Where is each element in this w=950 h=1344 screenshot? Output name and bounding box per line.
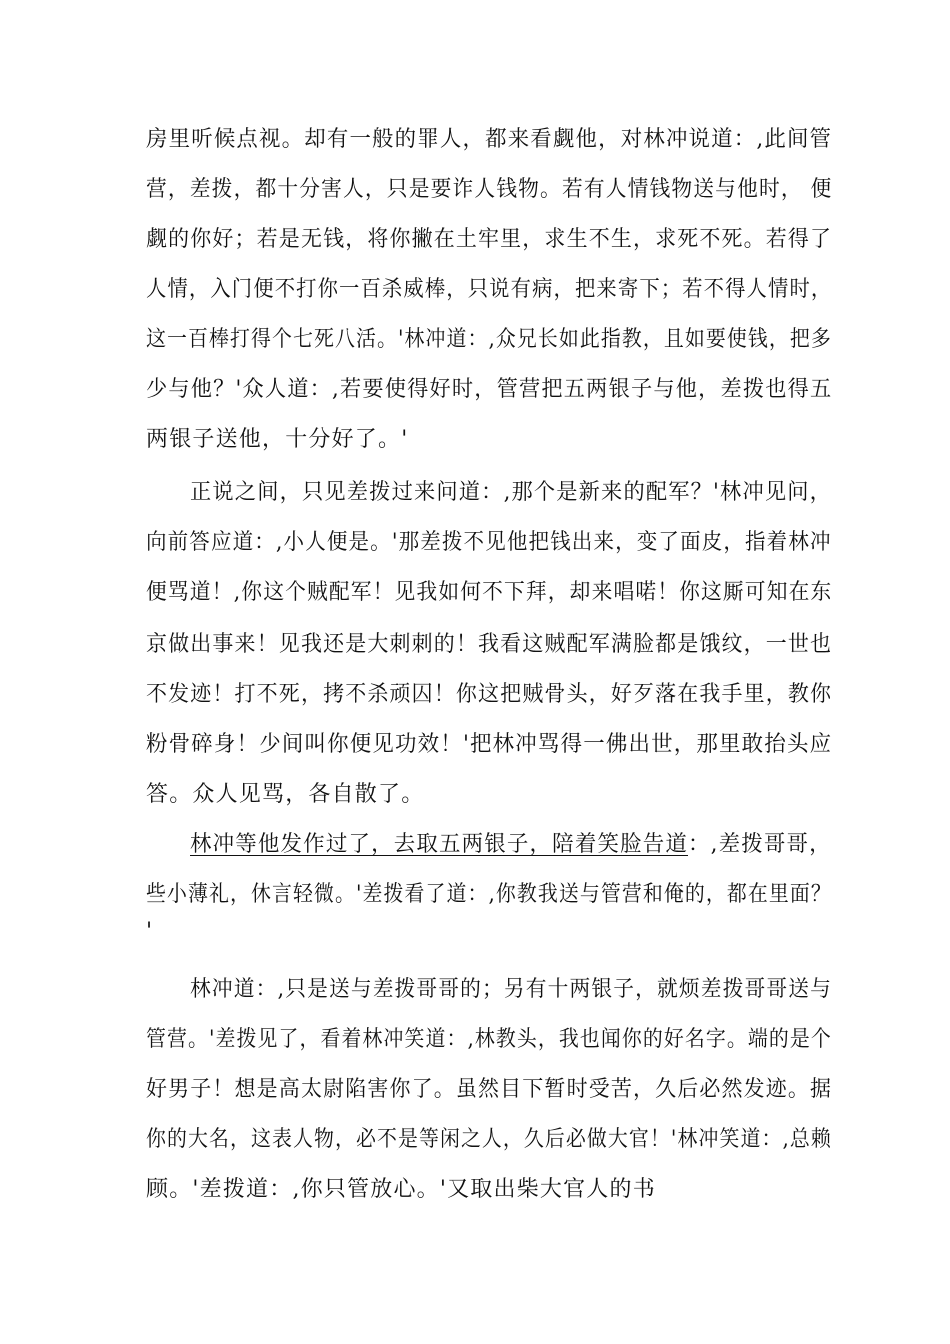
line-continuation: ：,差拨哥哥， [688, 832, 832, 857]
text-line: 房里听候点视。却有一般的罪人，都来看觑他，对林冲说道：,此间管 [146, 127, 833, 152]
text-line: 管营。'差拨见了，看着林冲笑道：,林教头，我也闻你的好名字。端的是个 [146, 1027, 832, 1052]
text-line: 人情，入门便不打你一百杀威棒，只说有病，把来寄下；若不得人情时， [146, 277, 833, 302]
underlined-passage: 林冲等他发作过了，去取五两银子，陪着笑脸告道 [190, 832, 689, 857]
text-line: 好男子！想是高太尉陷害你了。虽然目下暂时受苦，久后必然发迹。据 [146, 1077, 833, 1102]
text-line: 你的大名，这表人物，必不是等闲之人，久后必做大官！'林冲笑道：,总赖 [146, 1127, 832, 1152]
text-line: 便骂道！,你这个贼配军！见我如何不下拜，却来唱喏！你这厮可知在东 [146, 580, 833, 605]
text-line: 营，差拨，都十分害人，只是要诈人钱物。若有人情钱物送与他时， 便 [146, 177, 833, 202]
text-line: 向前答应道：,小人便是。'那差拨不见他把钱出来，变了面皮，指着林冲 [146, 530, 832, 555]
text-line: 京做出事来！见我还是大刺刺的！我看这贼配军满脸都是饿纹，一世也 [146, 632, 833, 657]
text-line: 两银子送他，十分好了。' [146, 427, 409, 452]
text-line: ' [146, 919, 154, 944]
paragraph-start-line: 正说之间，只见差拨过来问道：,那个是新来的配军？'林冲见问， [190, 480, 833, 505]
paragraph-start-line [190, 830, 832, 860]
text-line: 觑的你好；若是无钱，将你撇在土牢里，求生不生，求死不死。若得了 [146, 227, 833, 252]
text-line: 少与他？'众人道：,若要使得好时，管营把五两银子与他，差拨也得五 [146, 377, 833, 402]
text-line: 些小薄礼，休言轻微。'差拨看了道：,你教我送与管营和俺的，都在里面？ [146, 882, 832, 907]
text-line: 粉骨碎身！少间叫你便见功效！'把林冲骂得一佛出世，那里敢抬头应 [146, 732, 833, 757]
text-line: 这一百棒打得个七死八活。'林冲道：,众兄长如此指教，且如要使钱，把多 [146, 327, 832, 352]
text-line: 顾。'差拨道：,你只管放心。'又取出柴大官人的书 [146, 1177, 656, 1202]
text-line: 答。众人见骂，各自散了。 [146, 782, 425, 807]
paragraph-start-line: 林冲道：,只是送与差拨哥哥的；另有十两银子，就烦差拨哥哥送与 [190, 977, 832, 1002]
text-line: 不发迹！打不死，拷不杀顽囚！你这把贼骨头，好歹落在我手里，教你 [146, 682, 833, 707]
